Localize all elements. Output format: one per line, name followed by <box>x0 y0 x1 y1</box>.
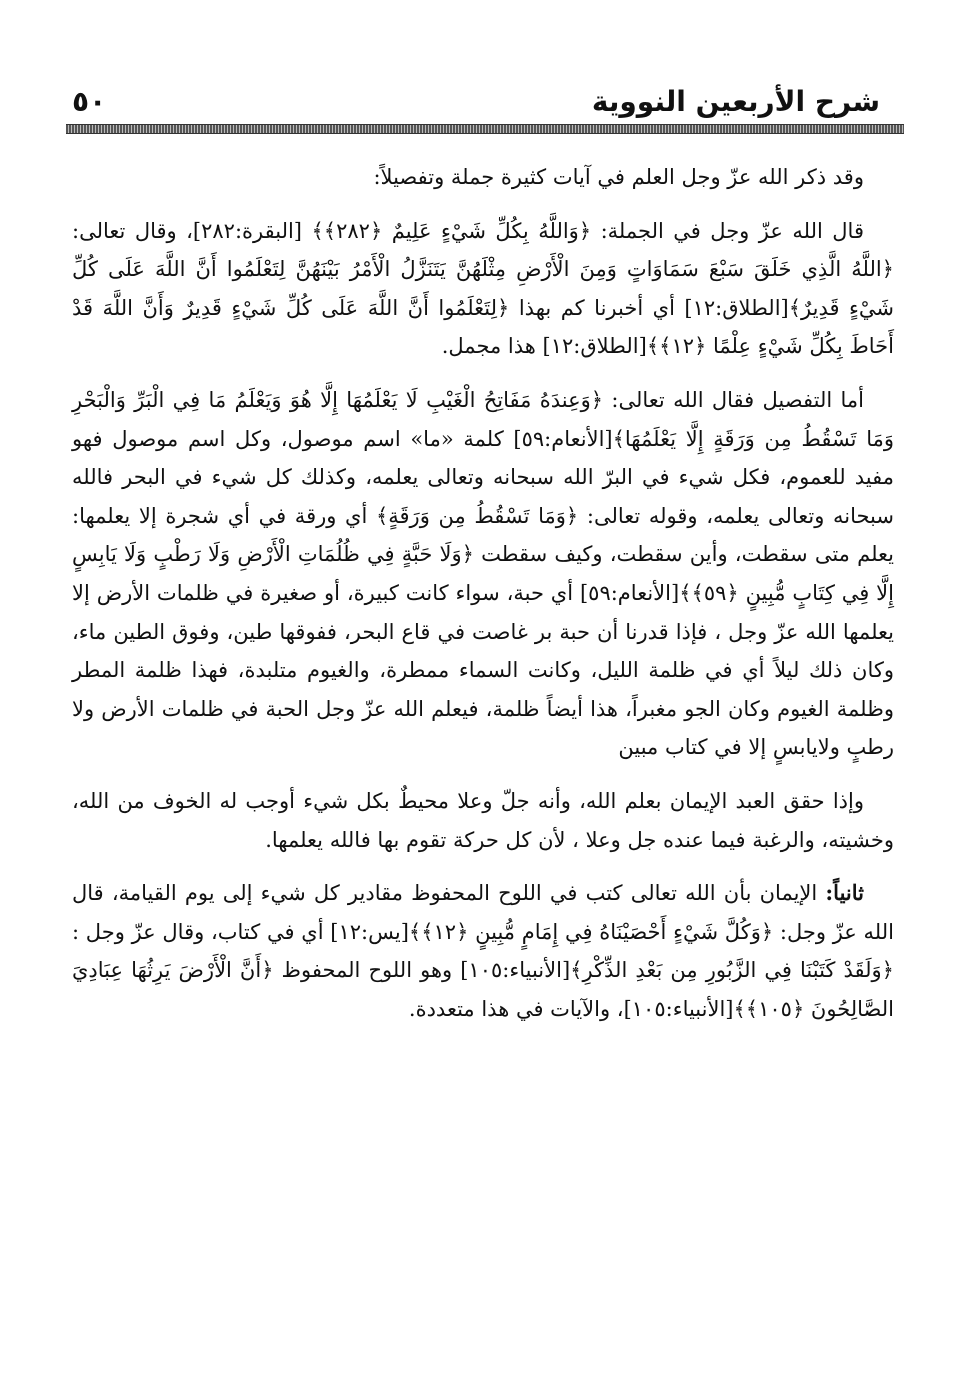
paragraph-faith-consequence: وإذا حقق العبد الإيمان بعلم الله، وأنه جلّ وعلا محيطٌ بكل شيء أوجب له الخوف من الله، وخشيته، والرغبة فيما عنده جل وعلا ، لأن كل حركة تقوم بها فالله يعلمها. <box>72 788 894 852</box>
second-point-text: الإيمان بأن الله تعالى كتب في اللوح المحفوظ مقادير كل شيء إلى يوم القيامة، قال الله عزّ وجل: ﴿وَكُلَّ شَيْءٍ أَحْصَيْنَاهُ فِي إِمَامٍ مُّبِينٍ ﴿١٢﴾﴾[يس:١٢] أي في كتاب، وقال عزّ وجل : ﴿وَلَقَدْ كَتَبْنَا فِي الزَّبُورِ مِن بَعْدِ الذِّكْرِ﴾[الأنبياء:١٠٥] وهو اللوح المحفوظ ﴿أَنَّ الْأَرْضَ يَرِثُهَا عِبَادِيَ الصَّالِحُونَ ﴿١٠٥﴾﴾[الأنبياء:١٠٥]، والآيات في هذا متعددة. <box>72 881 894 1021</box>
body-text <box>72 158 894 1042</box>
paragraph-second-point <box>72 874 894 1028</box>
page-number: ٥٠ <box>72 85 107 118</box>
paragraph-detailed-explanation: أما التفصيل فقال الله تعالى: ﴿وَعِندَهُ مَفَاتِحُ الْغَيْبِ لَا يَعْلَمُهَا إِلَّا هُوَ وَيَعْلَمُ مَا فِي الْبَرِّ وَالْبَحْرِ وَمَا تَسْقُطُ مِن وَرَقَةٍ إِلَّا يَعْلَمُهَا﴾[الأنعام:٥٩] كلمة «ما» اسم موصول، وكل اسم موصول فهو مفيد للعموم، فكل شيء في البرّ الله سبحانه وتعالى يعلمه، وكذلك كل شيء في البحر فالله سبحانه وتعالى يعلمه، وقوله تعالى: ﴿وَمَا تَسْقُطُ مِن وَرَقَةٍ﴾ أي ورقة في أي شجرة إلا يعلمها: يعلم متى سقطت، وأين سقطت، وكيف سقطت ﴿وَلَا حَبَّةٍ فِي ظُلُمَاتِ الْأَرْضِ وَلَا رَطْبٍ وَلَا يَابِسٍ إِلَّا فِي كِتَابٍ مُّبِينٍ ﴿٥٩﴾﴾[الأنعام:٥٩] أي حبة، سواء كانت كبيرة، أو صغيرة في ظلمات الأرض إلا يعلمها الله عزّ وجل ، فإذا قدرنا أن حبة بر غاصت في قاع البحر، ففوقها طين، وفوق الطين ماء، وكان ذلك ليلاً أي في ظلمة الليل، وكانت السماء ممطرة، والغيوم متلبدة، فهذا ظلمة المطر وظلمة الغيوم وكان الجو مغبراً، هذا أيضاً ظلمة، فيعلم الله عزّ وجل الحبة في ظلمات الأرض ولا رطبٍ ولايابسٍ إلا في كتاب مبين <box>72 387 894 760</box>
header-rule <box>66 124 904 134</box>
running-title: شرح الأربعين النووية <box>591 85 880 118</box>
paragraph-general-verses: قال الله عزّ وجل في الجملة: ﴿وَاللَّهُ بِكُلِّ شَيْءٍ عَلِيمٌ ﴿٢٨٢﴾﴾ [البقرة:٢٨٢]، وقال تعالى: ﴿اللَّهُ الَّذِي خَلَقَ سَبْعَ سَمَاوَاتٍ وَمِنَ الْأَرْضِ مِثْلَهُنَّ يَتَنَزَّلُ الْأَمْرُ بَيْنَهُنَّ لِتَعْلَمُوا أَنَّ اللَّهَ عَلَى كُلِّ شَيْءٍ قَدِيرٌ﴾[الطلاق:١٢] أي أخبرنا كم بهذا ﴿لِتَعْلَمُوا أَنَّ اللَّهَ عَلَى كُلِّ شَيْءٍ قَدِيرٌ وَأَنَّ اللَّهَ قَدْ أَحَاطَ بِكُلِّ شَيْءٍ عِلْمًا ﴿١٢﴾﴾[الطلاق:١٢] هذا مجمل. <box>72 218 894 359</box>
paragraph-intro: وقد ذكر الله عزّ وجل العلم في آيات كثيرة جملة وتفصيلاً: <box>373 165 864 189</box>
page-header <box>60 78 908 122</box>
second-point-label: ثانياً: <box>825 880 864 906</box>
